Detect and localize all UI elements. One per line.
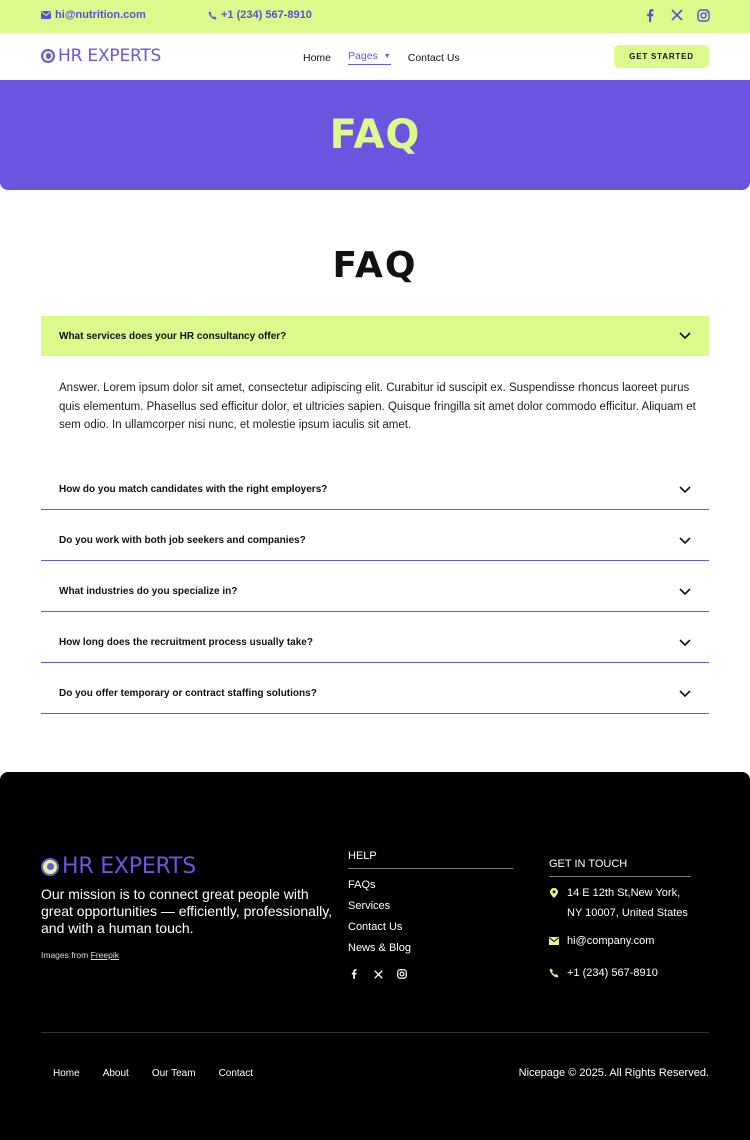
top-bar	[0, 0, 750, 33]
help-links	[348, 879, 411, 957]
logo-text: HR EXPERTS	[58, 46, 162, 66]
mail-icon	[41, 11, 51, 19]
footer-nav-about[interactable]: About	[102, 1068, 129, 1079]
nav-pages[interactable]	[348, 50, 391, 65]
help-title: HELP	[348, 850, 513, 869]
footer-phone[interactable]	[549, 963, 658, 983]
help-link-services[interactable]: Services	[348, 900, 391, 912]
nav-contact-us-label: Contact Us	[407, 51, 460, 64]
header-logo[interactable]	[41, 46, 161, 66]
get-started-button[interactable]: GET STARTED	[614, 45, 709, 68]
faq-item[interactable]	[41, 674, 709, 714]
location-pin-icon	[549, 888, 559, 898]
nav-home-label: Home	[303, 51, 332, 64]
faq-item-open[interactable]	[41, 316, 709, 356]
faq-question: How do you match candidates with the right employers?	[59, 484, 328, 495]
mail-icon	[549, 936, 559, 946]
freepik-link[interactable]: Freepik	[90, 950, 119, 960]
faq-question: What services does your HR consultancy offer?	[59, 330, 287, 342]
topbar-email-text: hi@nutrition.com	[55, 9, 146, 21]
get-in-touch-title: GET IN TOUCH	[549, 858, 691, 877]
logo-icon	[41, 49, 55, 63]
faq-item[interactable]	[41, 521, 709, 561]
chevron-down-icon	[679, 486, 691, 494]
footer-bottom-nav	[53, 1068, 253, 1079]
main-nav	[303, 50, 460, 65]
footer-mission: Our mission is to connect great people with great opportunities — efficiently, professionally, and with a human touch.	[41, 886, 333, 936]
topbar-phone-text: +1 (234) 567-8910	[221, 9, 312, 21]
chevron-down-icon: ▼	[383, 52, 391, 60]
credits-prefix: Images from	[41, 950, 89, 960]
chevron-down-icon	[679, 588, 691, 596]
faq-item[interactable]	[41, 572, 709, 612]
copyright-text: Nicepage © 2025. All Rights Reserved.	[518, 1067, 709, 1079]
nav-home[interactable]	[303, 50, 331, 65]
footer-divider	[41, 1032, 709, 1033]
help-link-news-blog[interactable]: News & Blog	[348, 942, 411, 954]
footer-address	[549, 883, 689, 923]
footer-nav-home[interactable]: Home	[53, 1068, 80, 1079]
footer-address-text: 14 E 12th St,New York, NY 10007, United States	[567, 887, 688, 919]
faq-item[interactable]	[41, 623, 709, 663]
footer-logo-text: HR EXPERTS	[62, 854, 197, 879]
faq-item[interactable]	[41, 470, 709, 510]
footer-credits	[41, 950, 119, 960]
main-header	[0, 33, 750, 80]
phone-icon	[549, 968, 559, 978]
footer-socials	[349, 969, 407, 979]
help-link-faqs[interactable]: FAQs	[348, 879, 376, 891]
footer-phone-text: +1 (234) 567-8910	[567, 967, 658, 979]
faq-answer: Answer. Lorem ipsum dolor sit amet, consectetur adipiscing elit. Curabitur id suscipit ex. Suspendisse rhoncus laoreet purus quis elementum. Phasellus sed efficitur dolor, et ultricies sapien. Quisque fringilla sit amet dolor commodo efficitur. Aliquam et sem odio. In ullamcorper nisi nunc, et molestie ipsum iaculis sit amet.	[59, 382, 696, 431]
faq-question: How long does the recruitment process usually take?	[59, 637, 313, 648]
topbar-phone[interactable]	[208, 9, 312, 21]
facebook-icon[interactable]	[643, 8, 656, 22]
faq-section-title: FAQ	[332, 245, 418, 286]
topbar-email[interactable]	[41, 9, 146, 21]
chevron-down-icon	[679, 332, 691, 340]
footer-nav-contact[interactable]: Contact	[218, 1068, 254, 1079]
facebook-icon[interactable]	[349, 969, 359, 979]
footer-logo[interactable]	[41, 854, 196, 879]
faq-question: What industries do you specialize in?	[59, 586, 238, 597]
footer-nav-our-team[interactable]: Our Team	[151, 1068, 196, 1079]
topbar-socials	[643, 8, 710, 22]
chevron-down-icon	[679, 537, 691, 545]
faq-question: Do you work with both job seekers and companies?	[59, 535, 306, 546]
x-icon[interactable]	[670, 8, 683, 22]
hero-title: FAQ	[329, 112, 421, 158]
chevron-down-icon	[679, 639, 691, 647]
hero-banner	[0, 80, 750, 190]
faq-question: Do you offer temporary or contract staffing solutions?	[59, 688, 317, 699]
instagram-icon[interactable]	[697, 8, 710, 22]
footer-email[interactable]	[549, 931, 654, 951]
instagram-icon[interactable]	[397, 969, 407, 979]
logo-icon	[41, 858, 59, 876]
site-footer	[0, 772, 750, 1140]
footer-email-text: hi@company.com	[567, 935, 655, 947]
chevron-down-icon	[679, 690, 691, 698]
nav-contact-us[interactable]	[408, 50, 460, 65]
nav-pages-label: Pages	[348, 50, 378, 62]
x-icon[interactable]	[373, 969, 383, 979]
phone-icon	[208, 11, 217, 20]
help-link-contact-us[interactable]: Contact Us	[348, 921, 403, 933]
